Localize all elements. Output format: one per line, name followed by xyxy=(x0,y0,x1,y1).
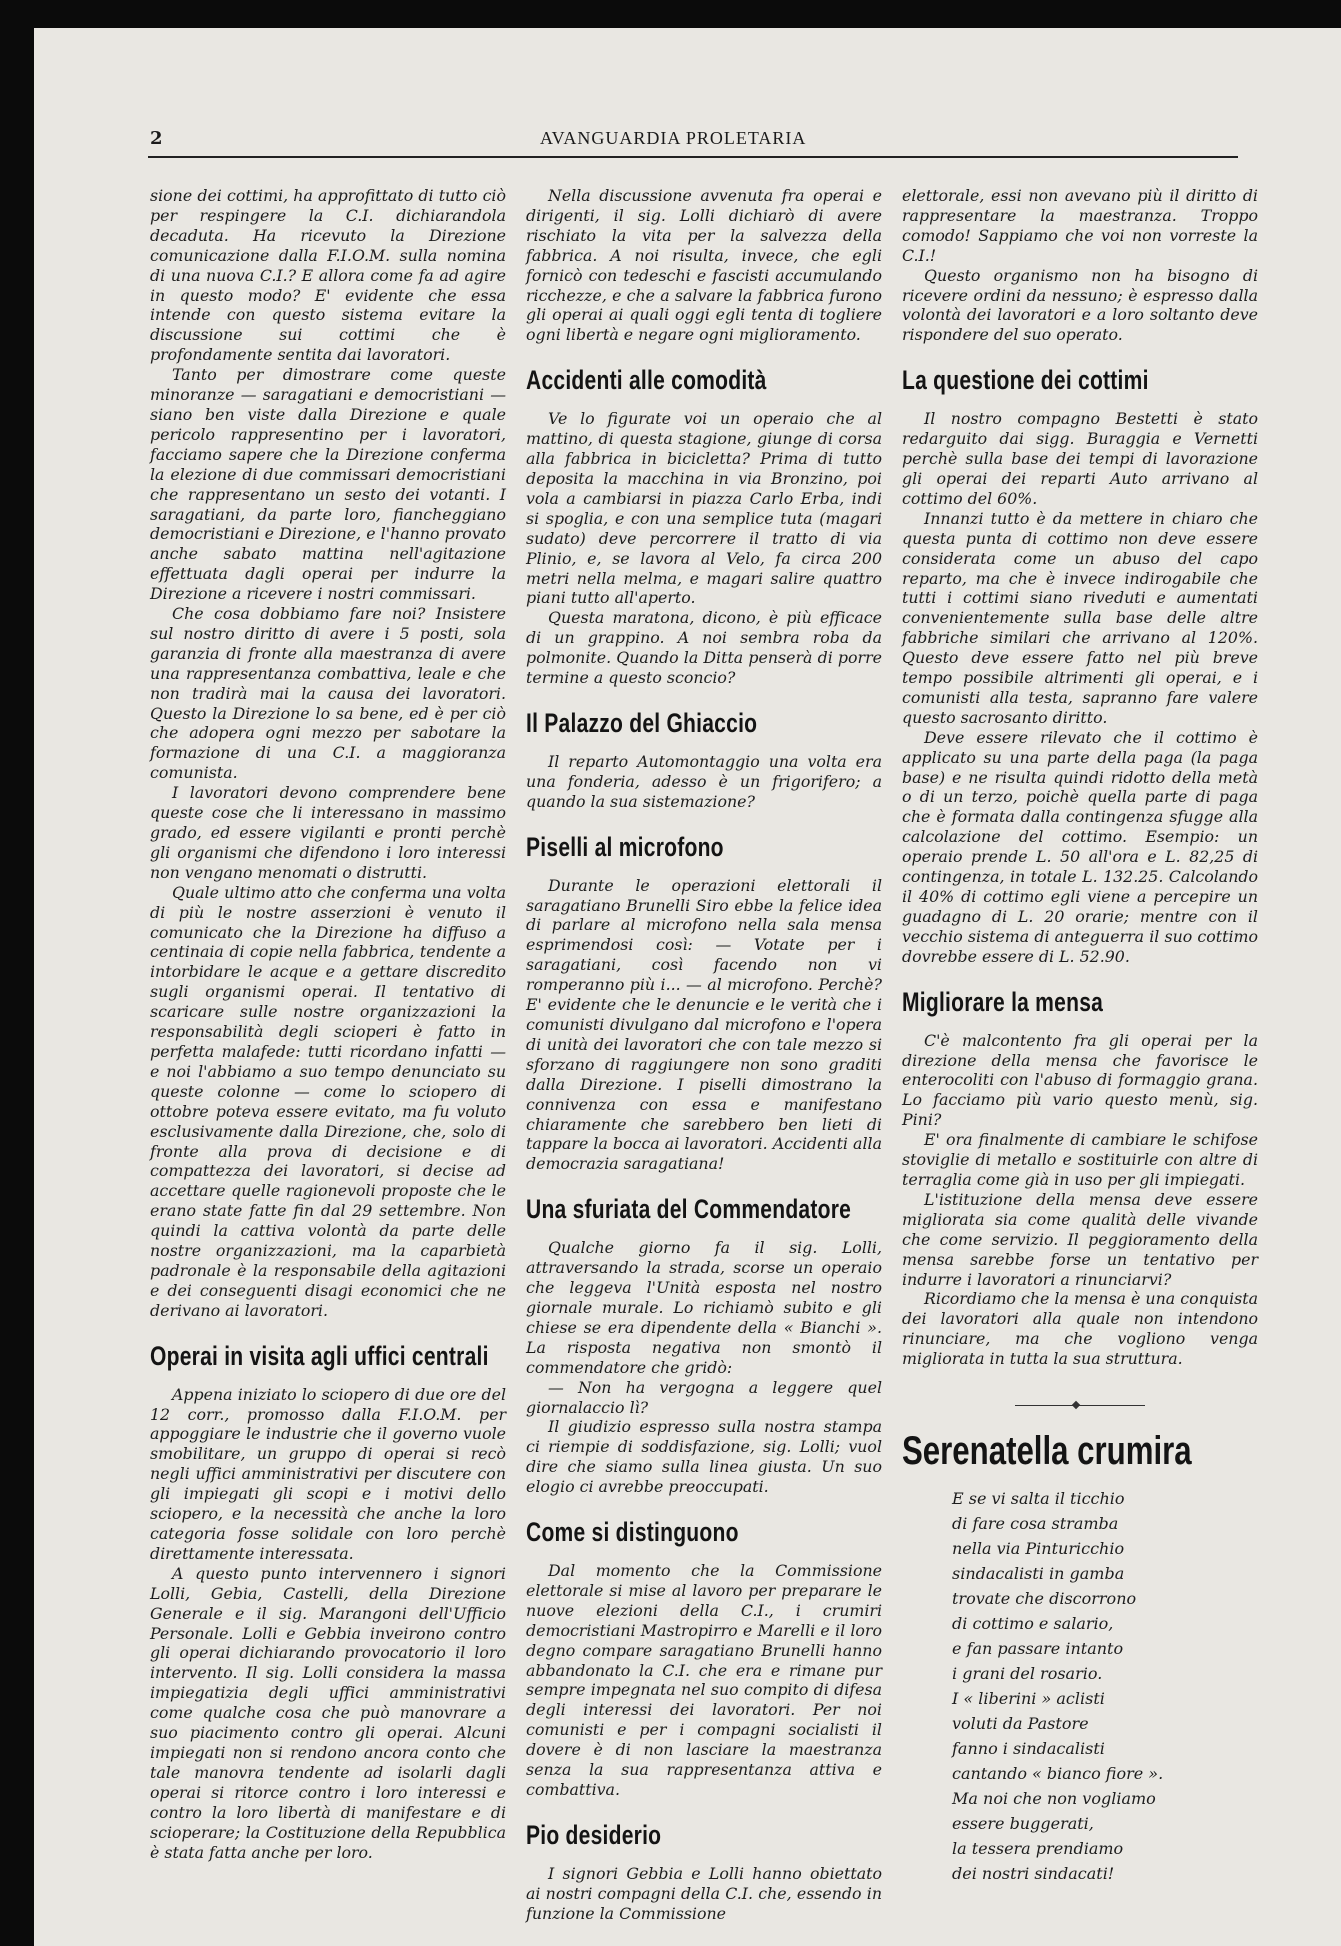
article-paragraph: Dal momento che la Commissione elettorale si mise al lavoro per preparare le nuove elezioni della C.I., i crumiri democristiani Mastropirro e Marelli e il loro degno compare saragatiano Brunelli hanno abbandonato la C.I. che era e rimane pur sempre impegnata nel suo compito di difesa degli interessi dei lavoratori. Per noi comunisti e per i compagni socialisti il dovere è di non lasciare la maestranza senza la sua rappresentanza attiva e combattiva. xyxy=(526,1561,882,1799)
article-paragraph: Questa maratona, dicono, è più efficace di un grappino. A noi sembra roba da polmonite. Quando la Ditta penserà di porre termine a questo sconcio? xyxy=(526,608,882,688)
article-paragraph: Tanto per dimostrare come queste minoranze — saragatiani e democristiani — siano ben viste dalla Direzione e quale pericolo rappresentino per i lavoratori, facciamo sapere che la Direzione conferma la elezione di due commissari democristiani che rappresentano un sesto dei votanti. I saragatiani, da parte loro, fiancheggiano democristiani e Direzione, e l'hanno provato anche sabato mattina nell'agitazione effettuata dagli operai per indurre la Direzione a ricevere i nostri commissari. xyxy=(150,365,506,604)
poem-line: la tessera prendiamo xyxy=(952,1839,1124,1859)
poem-line: e fan passare intanto xyxy=(952,1639,1124,1659)
article-headline: Migliorare la mensa xyxy=(902,986,1104,1017)
section-separator xyxy=(1015,1405,1145,1406)
poem-title: Serenatella crumira xyxy=(902,1429,1192,1474)
article-paragraph: Il reparto Automontaggio una volta era una fonderia, adesso è un frigorifero; a quando la sua sistemazione? xyxy=(526,751,882,811)
article-paragraph: Qualche giorno fa il sig. Lolli, attraversando la strada, scorse un operaio che leggeva l'Unità esposta nel nostro giornale murale. Lo richiamò subito e gli chiese se era dipendente della « Bianchi ». La risposta negativa non smontò il commendatore che gridò: xyxy=(526,1238,882,1377)
article-paragraph: Deve essere rilevato che il cottimo è applicato su una parte della paga (la paga base) e ne risulta quindi ridotto della metà o di un terzo, poichè quella parte di paga che è formata dalla contingenza sfugge alla calcolazione del cottimo. Esempio: un operaio prende L. 50 all'ora e L. 82,25 di contingenza, in totale L. 132.25. Calcolando il 40% di cottimo egli viene a percepire un guadagno di L. 20 orarie; mentre con il vecchio sistema di anteguerra il suo cottimo dovrebbe essere di L. 52.90. xyxy=(902,727,1258,966)
article-paragraph: Ve lo figurate voi un operaio che al mattino, di questa stagione, giunge di corsa alla fabbrica in bicicletta? Prima di tutto deposita la macchina in via Bronzino, poi vola a cambiarsi in piazza Carlo Erba, indi si spoglia, e con una semplice tuta (magari sudato) deve percorrere il tratto di via Plinio, e, se lavora al Velo, fa circa 200 metri nella melma, e magari salire quattro piani tutto all'aperto. xyxy=(526,409,882,608)
poem-line: I « liberini » aclisti xyxy=(952,1689,1105,1709)
header-rule xyxy=(148,156,1238,158)
poem-line: dei nostri sindacati! xyxy=(952,1864,1115,1884)
article-paragraph: Innanzi tutto è da mettere in chiaro che questa punta di cottimo non deve essere considerata come un abuso del capo reparto, ma che è invece indirogabile che tutti i cottimi siano riveduti e aumentati convenientemente sulla base delle altre fabbriche similari che arrivano al 120%. Questo deve essere fatto nel più breve tempo possibile altrimenti gli operai, e i comunisti alla testa, sapranno fare valere questo sacrosanto diritto. xyxy=(902,508,1258,727)
article-paragraph: — Non ha vergogna a leggere quel giornalaccio lì? xyxy=(526,1377,882,1417)
poem-line: Ma noi che non vogliamo xyxy=(952,1789,1156,1809)
poem-line: di cottimo e salario, xyxy=(952,1614,1114,1634)
poem-line: i grani del rosario. xyxy=(952,1664,1103,1684)
poem-line: E se vi salta il ticchio xyxy=(952,1489,1125,1509)
article-headline: La questione dei cottimi xyxy=(902,365,1149,396)
column-2 xyxy=(526,186,882,1924)
article-paragraph: C'è malcontento fra gli operai per la direzione della mensa che favorisce le enterocoliti con l'abuso di formaggio grana. Lo facciamo più vario questo menù, sig. Pini? xyxy=(902,1030,1258,1130)
poem xyxy=(902,1486,1258,1886)
page-number: 2 xyxy=(150,128,163,149)
article-paragraph: Durante le operazioni elettorali il saragatiano Brunelli Siro ebbe la felice idea di parlare al microfono nella sala mensa esprimendosi così: — Votate per i saragatiani, così facendo non vi romperanno più i... — al microfono. Perchè? E' evidente che le denuncie e le verità che i comunisti divulgano dal microfono e l'opera di unità dei lavoratori che con tale mezzo si sforzano di raggiungere non sono graditi dalla Direzione. I piselli dimostrano la connivenza con essa e manifestano chiaramente che sarebbero ben lieti di tappare la bocca ai lavoratori. Accidenti alla democrazia saragatiana! xyxy=(526,875,882,1174)
article-paragraph: elettorale, essi non avevano più il diritto di rappresentare la maestranza. Troppo comodo! Sappiamo che voi non vorreste la C.I.! xyxy=(902,186,1258,265)
article-paragraph: Nella discussione avvenuta fra operai e dirigenti, il sig. Lolli dichiarò di avere rischiato la vita per la salvezza della fabbrica. A noi risulta, invece, che egli fornicò con tedeschi e fascisti accumulando ricchezze, e che a salvare la fabbrica furono gli operai ai quali oggi egli tenta di togliere ogni libertà e negare ogni miglioramento. xyxy=(526,186,882,345)
article-headline: Come si distinguono xyxy=(526,1517,739,1548)
article-paragraph: Che cosa dobbiamo fare noi? Insistere sul nostro diritto di avere i 5 posti, sola garanzia di fronte alla maestranza di avere una rappresentanza combattiva, leale e che non tradirà mai la causa dei lavoratori. Questo la Direzione lo sa bene, ed è per ciò che adopera ogni mezzo per sabotare la formazione di una C.I. a maggioranza comunista. xyxy=(150,604,506,783)
poem-line: di fare cosa stramba xyxy=(952,1514,1119,1534)
article-paragraph: Questo organismo non ha bisogno di ricevere ordini da nessuno; è espresso dalla volontà dei lavoratori e a loro soltanto deve rispondere del suo operato. xyxy=(902,265,1258,345)
article-paragraph: I signori Gebbia e Lolli hanno obiettato ai nostri compagni della C.I. che, essendo in funzione la Commissione xyxy=(526,1863,882,1923)
column-3 xyxy=(902,186,1258,1886)
article-paragraph: Quale ultimo atto che conferma una volta di più le nostre asserzioni è venuto il comunicato che la Direzione ha diffuso a centinaia di copie nella fabbrica, tendente a intorbidare le acque e a gettare discredito sugli organismi operai. Il tentativo di scaricare sulle nostre organizzazioni la responsabilità degli scioperi è fatto in perfetta malafede: tutti ricordano infatti — e noi l'abbiamo a suo tempo denunciato su queste colonne — come lo sciopero di ottobre poteva essere evitato, ma fu voluto esclusivamente dalla Direzione, che, solo di fronte alla prova di decisione e di compattezza dei lavoratori, si decise ad accettare quelle ragionevoli proposte che le erano state fatte fin dal 29 settembre. Non quindi la cattiva volontà da parte delle nostre organizzazioni, ma la caparbietà padronale è la responsabile della agitazioni e dei conseguenti disagi economici che ne derivano ai lavoratori. xyxy=(150,882,506,1320)
poem-line: essere buggerati, xyxy=(952,1814,1094,1834)
article-headline: Pio desiderio xyxy=(526,1819,662,1850)
poem-line: cantando « bianco fiore ». xyxy=(952,1764,1164,1784)
article-paragraph: Il nostro compagno Bestetti è stato redarguito dai sigg. Buraggia e Vernetti perchè sulla base dei tempi di lavorazione gli operai dei reparti Auto arrivano al cottimo del 60%. xyxy=(902,409,1258,508)
article-paragraph: Appena iniziato lo sciopero di due ore del 12 corr., promosso dalla F.I.O.M. per appoggiare le industrie che il governo vuole smobilitare, un gruppo di operai si recò negli uffici amministrativi per discutere con gli impiegati gli scopi e i motivi dello sciopero, e la necessità che anche la loro categoria fosse solidale con loro perchè direttamente interessata. xyxy=(150,1384,506,1563)
poem-line: sindacalisti in gamba xyxy=(952,1564,1125,1584)
article-headline: Accidenti alle comodità xyxy=(526,365,767,396)
article-headline: Piselli al microfono xyxy=(526,831,724,862)
article-headline: Il Palazzo del Ghiaccio xyxy=(526,707,758,738)
article-paragraph: Il giudizio espresso sulla nostra stampa ci riempie di soddisfazione, sig. Lolli; vuol dire che siamo sulla linea giusta. Un suo elogio ci avrebbe preoccupati. xyxy=(526,1417,882,1497)
poem-line: voluti da Pastore xyxy=(952,1714,1089,1734)
poem-line: fanno i sindacalisti xyxy=(952,1739,1105,1759)
article-headline: Una sfuriata del Commendatore xyxy=(526,1194,852,1225)
article-paragraph: sione dei cottimi, ha approfittato di tutto ciò per respingere la C.I. dichiarandola decaduta. Ha ricevuto la Direzione comunicazione dalla F.I.O.M. sulla nomina di una nuova C.I.? E allora come fa ad agire in questo modo? E' evidente che essa intende con questo sistema evitare la discussione sui cottimi che è profondamente sentita dai lavoratori. xyxy=(150,186,506,365)
poem-line: nella via Pinturicchio xyxy=(952,1539,1125,1559)
article-paragraph: E' ora finalmente di cambiare le schifose stoviglie di metallo e sostituirle con altre di terraglia come già in uso per gli impiegati. xyxy=(902,1130,1258,1189)
article-paragraph: A questo punto intervennero i signori Lolli, Gebia, Castelli, della Direzione Generale e il sig. Marangoni dell'Ufficio Personale. Lolli e Gebbia inveirono contro gli operai dichiarando provocatorio il loro intervento. Il sig. Lolli considera la massa impiegatizia degli uffici amministrativi come qualche cosa che può manovrare a suo piacimento contro gli operai. Alcuni impiegati non si rendono ancora conto che tale manovra tendente ad isolarli dagli operai si ritorce contro i loro interessi e contro la loro libertà di manifestare e di scioperare; la Costituzione della Repubblica è stata fatta anche per loro. xyxy=(150,1563,506,1862)
column-1 xyxy=(150,186,506,1862)
article-paragraph: L'istituzione della mensa deve essere migliorata sia come qualità delle vivande che come servizio. Il peggioramento della mensa sarebbe forse un tentativo per indurre i lavoratori a rinunciarvi? xyxy=(902,1189,1258,1289)
poem-line: trovate che discorrono xyxy=(952,1589,1137,1609)
article-headline: Operai in visita agli uffici centrali xyxy=(150,1340,489,1371)
article-paragraph: Ricordiamo che la mensa è una conquista dei lavoratori alla quale non intendono rinunciare, ma che vogliono venga migliorata in tutta la sua struttura. xyxy=(902,1289,1258,1369)
article-paragraph: I lavoratori devono comprendere bene queste cose che li interessano in massimo grado, ed essere vigilanti e pronti perchè gli organismi che difendono i loro interessi non vengano menomati o distrutti. xyxy=(150,783,506,882)
masthead: AVANGUARDIA PROLETARIA xyxy=(540,128,807,148)
